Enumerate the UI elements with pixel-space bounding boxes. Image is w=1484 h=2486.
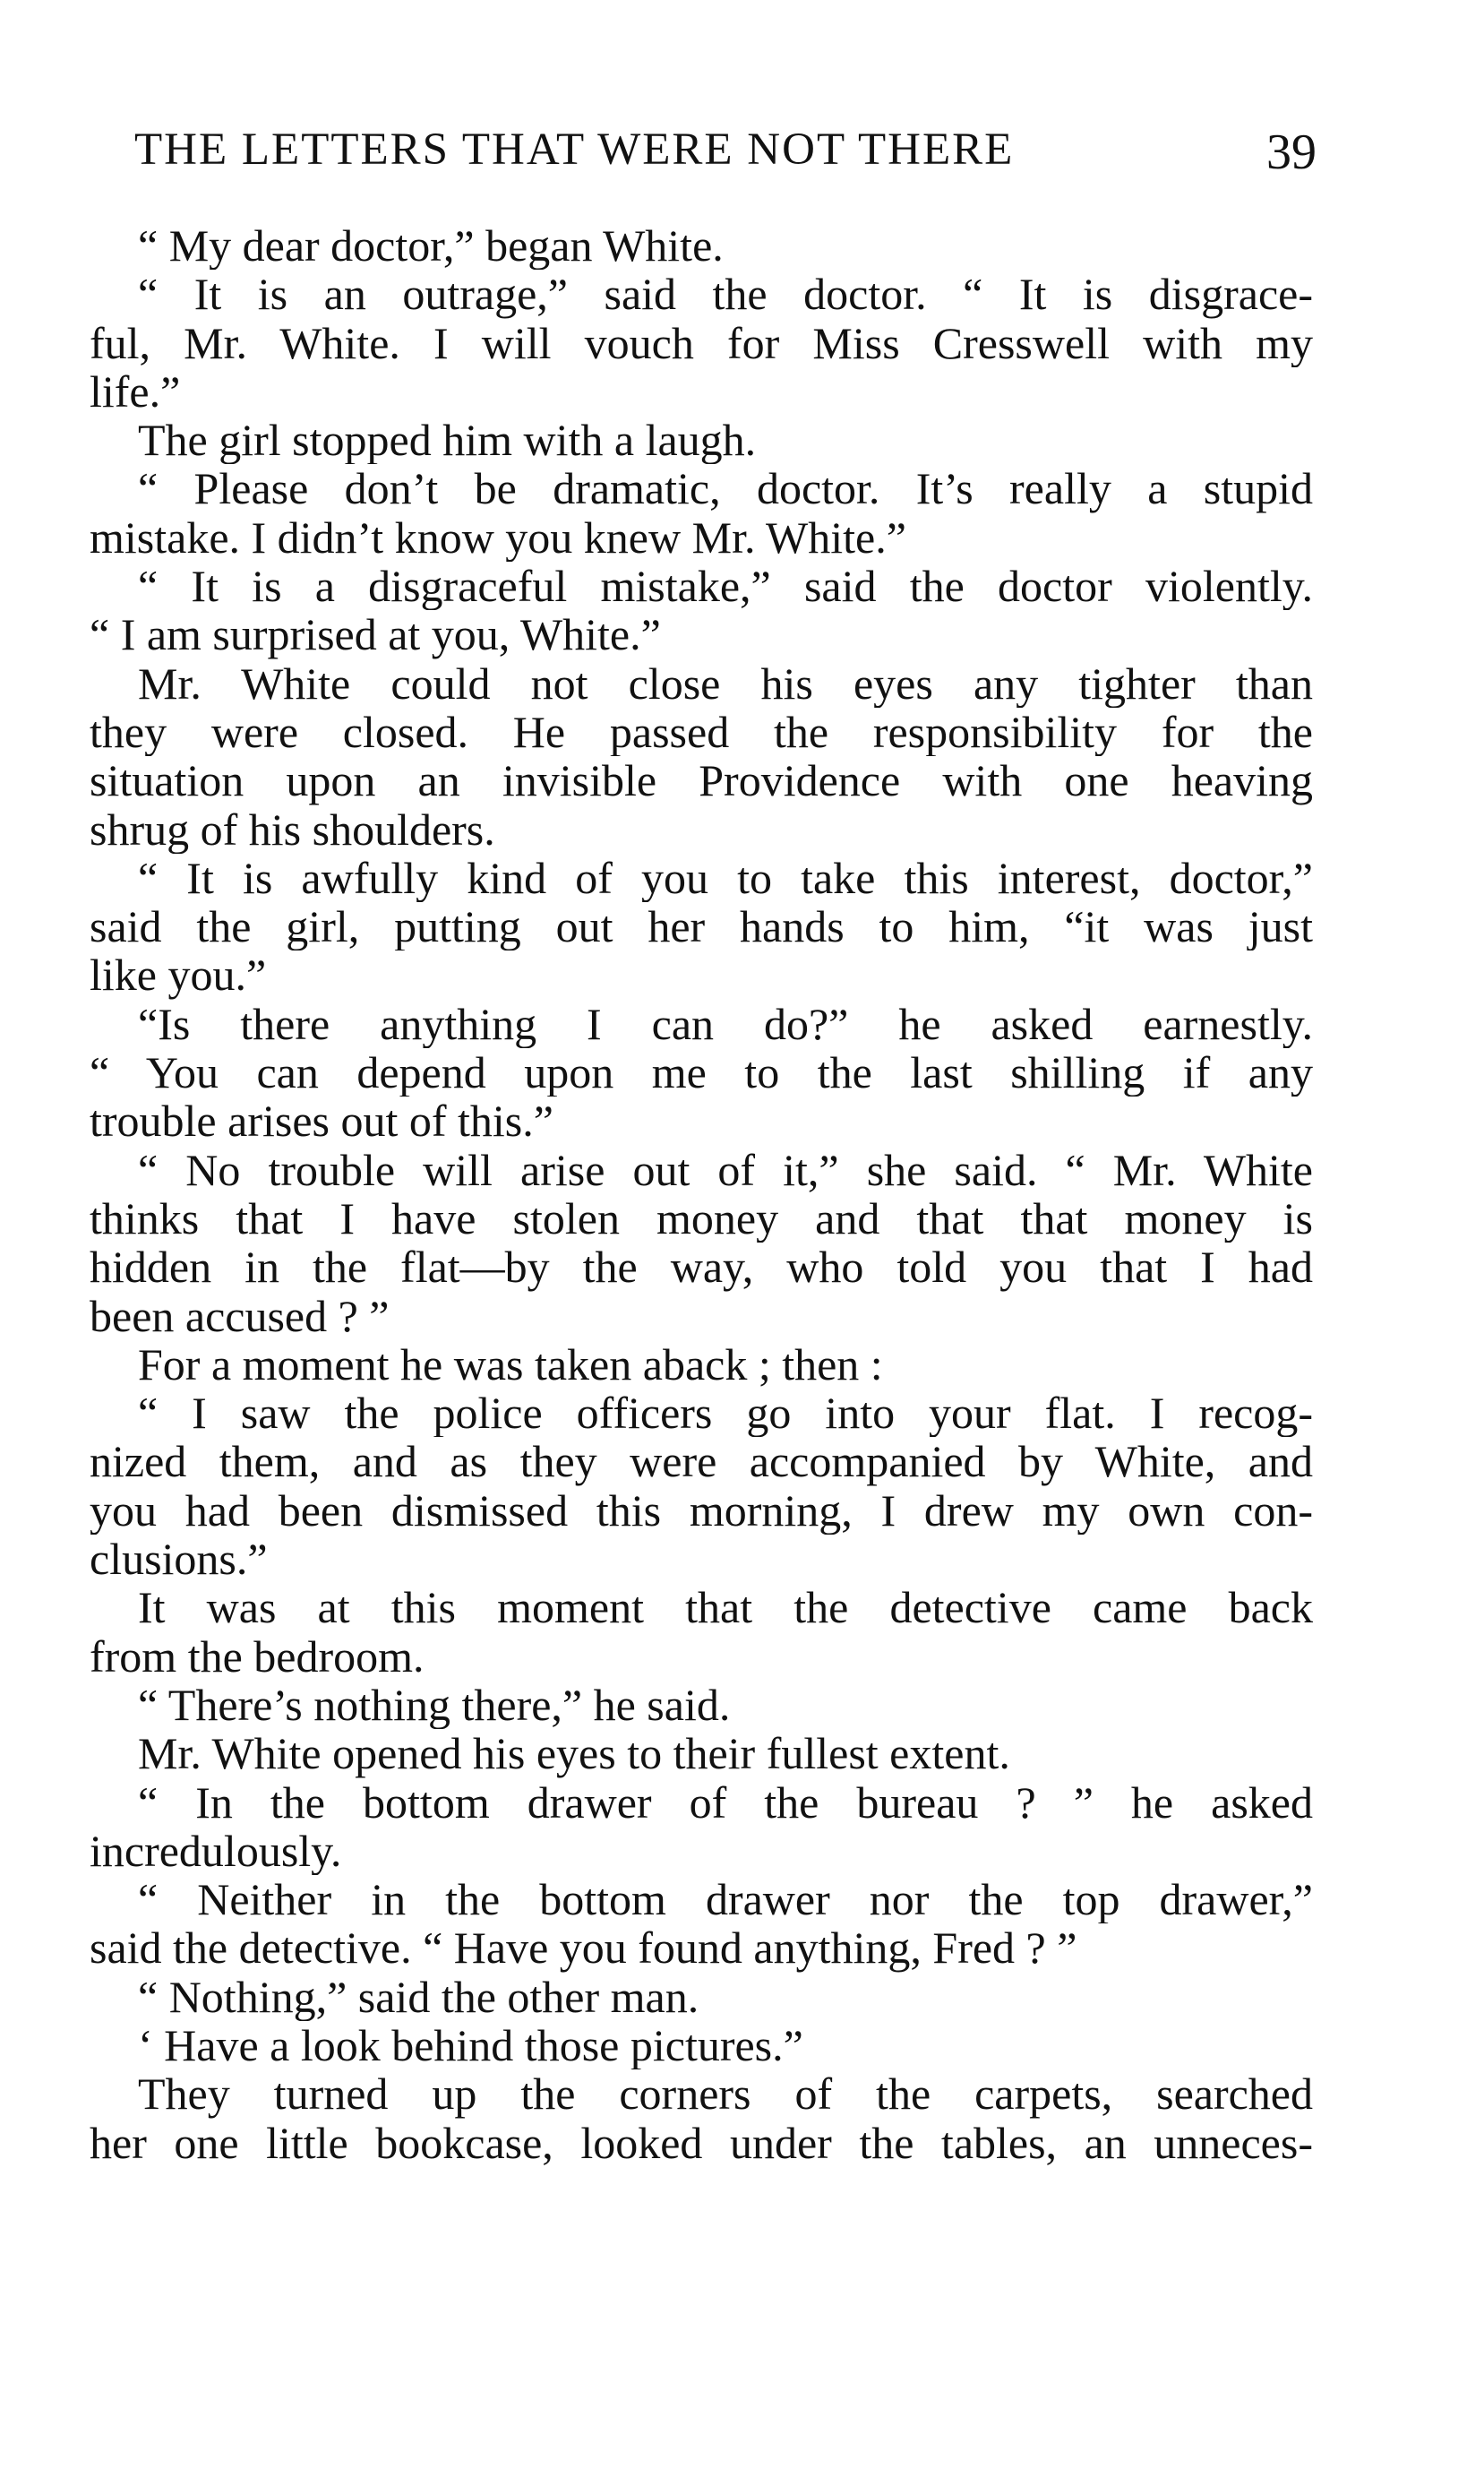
text-line: “ I saw the police officers go into your flat. I recog- — [138, 1389, 1313, 1438]
text-line: said the detective. “ Have you found anything, Fred ? ” — [90, 1923, 1077, 1973]
text-line: “ Neither in the bottom drawer nor the top drawer,” — [138, 1875, 1313, 1924]
text-line: “Is there anything I can do?” he asked earnestly. — [138, 999, 1313, 1049]
text-line: said the girl, putting out her hands to him, “it was just — [90, 902, 1313, 951]
text-line: like you.” — [90, 951, 267, 1000]
text-line: they were closed. He passed the responsibility for the — [90, 707, 1313, 757]
text-line: “ In the bottom drawer of the bureau ? ” he asked — [138, 1777, 1313, 1827]
text-line: trouble arises out of this.” — [90, 1097, 553, 1146]
text-line: thinks that I have stolen money and that that money is — [90, 1193, 1313, 1243]
text-line: “ It is a disgraceful mistake,” said the doctor violently. — [138, 562, 1313, 611]
text-line: mistake. I didn’t know you knew Mr. White.” — [90, 512, 906, 563]
text-line: The girl stopped him with a laugh. — [138, 416, 757, 465]
text-line: “ My dear doctor,” began White. — [138, 221, 724, 271]
text-line: her one little bookcase, looked under the tables, an unneces- — [90, 2118, 1313, 2167]
text-line: life.” — [90, 366, 181, 417]
text-line: It was at this moment that the detective came back — [138, 1583, 1313, 1632]
page-header — [134, 124, 1317, 195]
text-line: “ I am surprised at you, White.” — [90, 610, 661, 659]
text-line: ‘ Have a look behind those pictures.” — [138, 2020, 803, 2070]
text-line: from the bedroom. — [90, 1631, 425, 1681]
text-line: been accused ? ” — [90, 1291, 390, 1340]
text-line: situation upon an invisible Providence with one heaving — [90, 756, 1313, 805]
text-line: “ You can depend upon me to the last shilling if any — [90, 1048, 1313, 1097]
text-line: clusions.” — [90, 1535, 268, 1584]
text-line: “ There’s nothing there,” he said. — [138, 1680, 731, 1730]
text-line: They turned up the corners of the carpets, searched — [138, 2069, 1313, 2119]
text-line: Mr. White could not close his eyes any tighter than — [138, 658, 1313, 708]
text-line: incredulously. — [90, 1826, 342, 1876]
text-line: you had been dismissed this morning, I drew my own con- — [90, 1485, 1313, 1535]
text-line: Mr. White opened his eyes to their fullest extent. — [138, 1729, 1010, 1778]
running-head: THE LETTERS THAT WERE NOT THERE — [134, 125, 1015, 175]
text-line: “ It is awfully kind of you to take this interest, doctor,” — [138, 853, 1313, 903]
text-line: shrug of his shoulders. — [90, 804, 495, 854]
text-line: For a moment he was taken aback ; then : — [138, 1339, 883, 1389]
text-line: nized them, and as they were accompanied by White, and — [90, 1437, 1313, 1486]
text-line: hidden in the flat—by the way, who told you that I had — [90, 1243, 1313, 1292]
text-line: “ Please don’t be dramatic, doctor. It’s really a stupid — [138, 464, 1313, 513]
text-line: ful, Mr. White. I will vouch for Miss Cresswell with my — [90, 318, 1313, 367]
text-line: “ It is an outrage,” said the doctor. “ It is disgrace- — [138, 270, 1313, 319]
page-number: 39 — [1266, 125, 1317, 180]
text-line: “ No trouble will arise out of it,” she said. “ Mr. White — [138, 1145, 1313, 1194]
body-text — [90, 221, 1313, 2167]
text-line: “ Nothing,” said the other man. — [138, 1972, 699, 2021]
